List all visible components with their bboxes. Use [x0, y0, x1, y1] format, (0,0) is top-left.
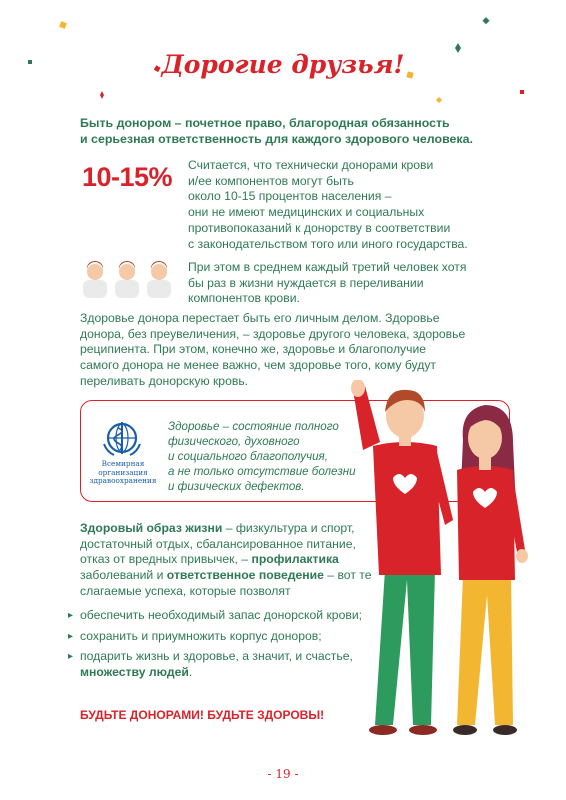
lifestyle-text: – физкультура и спорт, достаточный отдых, сбалансированное питание, отказ от вредных привычек, –: [80, 521, 356, 567]
paragraph-line: донора, без преувеличения, – здоровье другого человека, здоровье: [80, 326, 466, 341]
intro-line-2: и серьезная ответственность для каждого здорового человека.: [80, 132, 473, 146]
third-person-text: [188, 260, 528, 307]
paragraph-line: Здоровье донора перестает быть его личным делом. Здоровье: [80, 311, 440, 325]
bullet-text: сохранить и приумножить корпус доноров;: [80, 628, 322, 643]
stat-line: с законодательством того или иного государства.: [188, 236, 468, 251]
responsible-behavior-bold: ответственное поведение: [166, 568, 324, 583]
bullet-bold: множеству людей: [80, 665, 189, 680]
who-label-line: здравоохранения: [89, 476, 157, 486]
who-quote-line: и физических дефектов.: [168, 480, 305, 493]
final-slogan: БУДЬТЕ ДОНОРАМИ! БУДЬТЕ ЗДОРОВЫ!: [80, 708, 325, 722]
bullet-text: подарить жизнь и здоровье, а значит, и счастье,: [80, 649, 353, 664]
donors-illustration: [345, 380, 535, 740]
who-quote-line: Здоровье – состояние полного: [168, 420, 339, 433]
stat-description: [188, 158, 528, 252]
third-line: бы раз в жизни нуждается в переливании: [188, 275, 424, 290]
third-line: компонентов крови.: [188, 291, 300, 306]
stat-line: и/ее компонентов могут быть: [188, 173, 354, 188]
who-quote-line: а не только отсутствие болезни: [168, 465, 356, 478]
stat-line: противопоказаний к донорству в соответствии: [188, 220, 451, 235]
page-number: - 19 -: [267, 767, 299, 781]
stat-line: Считается, что технически донорами крови: [188, 158, 434, 172]
who-emblem-icon: [100, 418, 144, 458]
intro-text: [80, 115, 500, 147]
bullet-text: обеспечить необходимый запас донорской крови;: [80, 608, 363, 622]
page-title: Дорогие друзья!: [161, 50, 405, 79]
who-quote-line: физического, духовного: [168, 435, 300, 448]
bullet-end: .: [188, 665, 193, 680]
stat-line: они не имеют медицинских и социальных: [188, 205, 425, 220]
who-label-line: Всемирная: [101, 459, 145, 468]
three-people-icon: [80, 258, 175, 300]
who-quote-line: и социального благополучия,: [168, 450, 328, 463]
who-organization-name: [82, 460, 164, 486]
paragraph-line: переливать донорскую кровь.: [80, 373, 249, 388]
prevention-bold: профилактика: [251, 552, 339, 567]
donor-health-paragraph: [80, 311, 510, 390]
paragraph-line: реципиента. При этом, конечно же, здоровье и благополучие: [80, 342, 427, 357]
lifestyle-text: заболеваний и: [80, 568, 167, 583]
third-line: При этом в среднем каждый третий человек хотя: [188, 260, 467, 274]
intro-line-1: Быть донором – почетное право, благородная обязанность: [80, 116, 450, 130]
lifestyle-bold: Здоровый образ жизни: [80, 521, 223, 535]
healthy-lifestyle-text: [80, 521, 380, 600]
lifestyle-text: – вот те слагаемые успеха, которые позволят: [80, 568, 372, 598]
who-health-definition: [168, 419, 368, 494]
paragraph-line: самого донора не менее важно, чем здоровье того, кому будут: [80, 358, 437, 373]
stat-line: около 10-15 процентов населения –: [188, 189, 392, 204]
who-label-line: организация: [98, 467, 148, 477]
stat-value: 10-15%: [82, 162, 173, 192]
